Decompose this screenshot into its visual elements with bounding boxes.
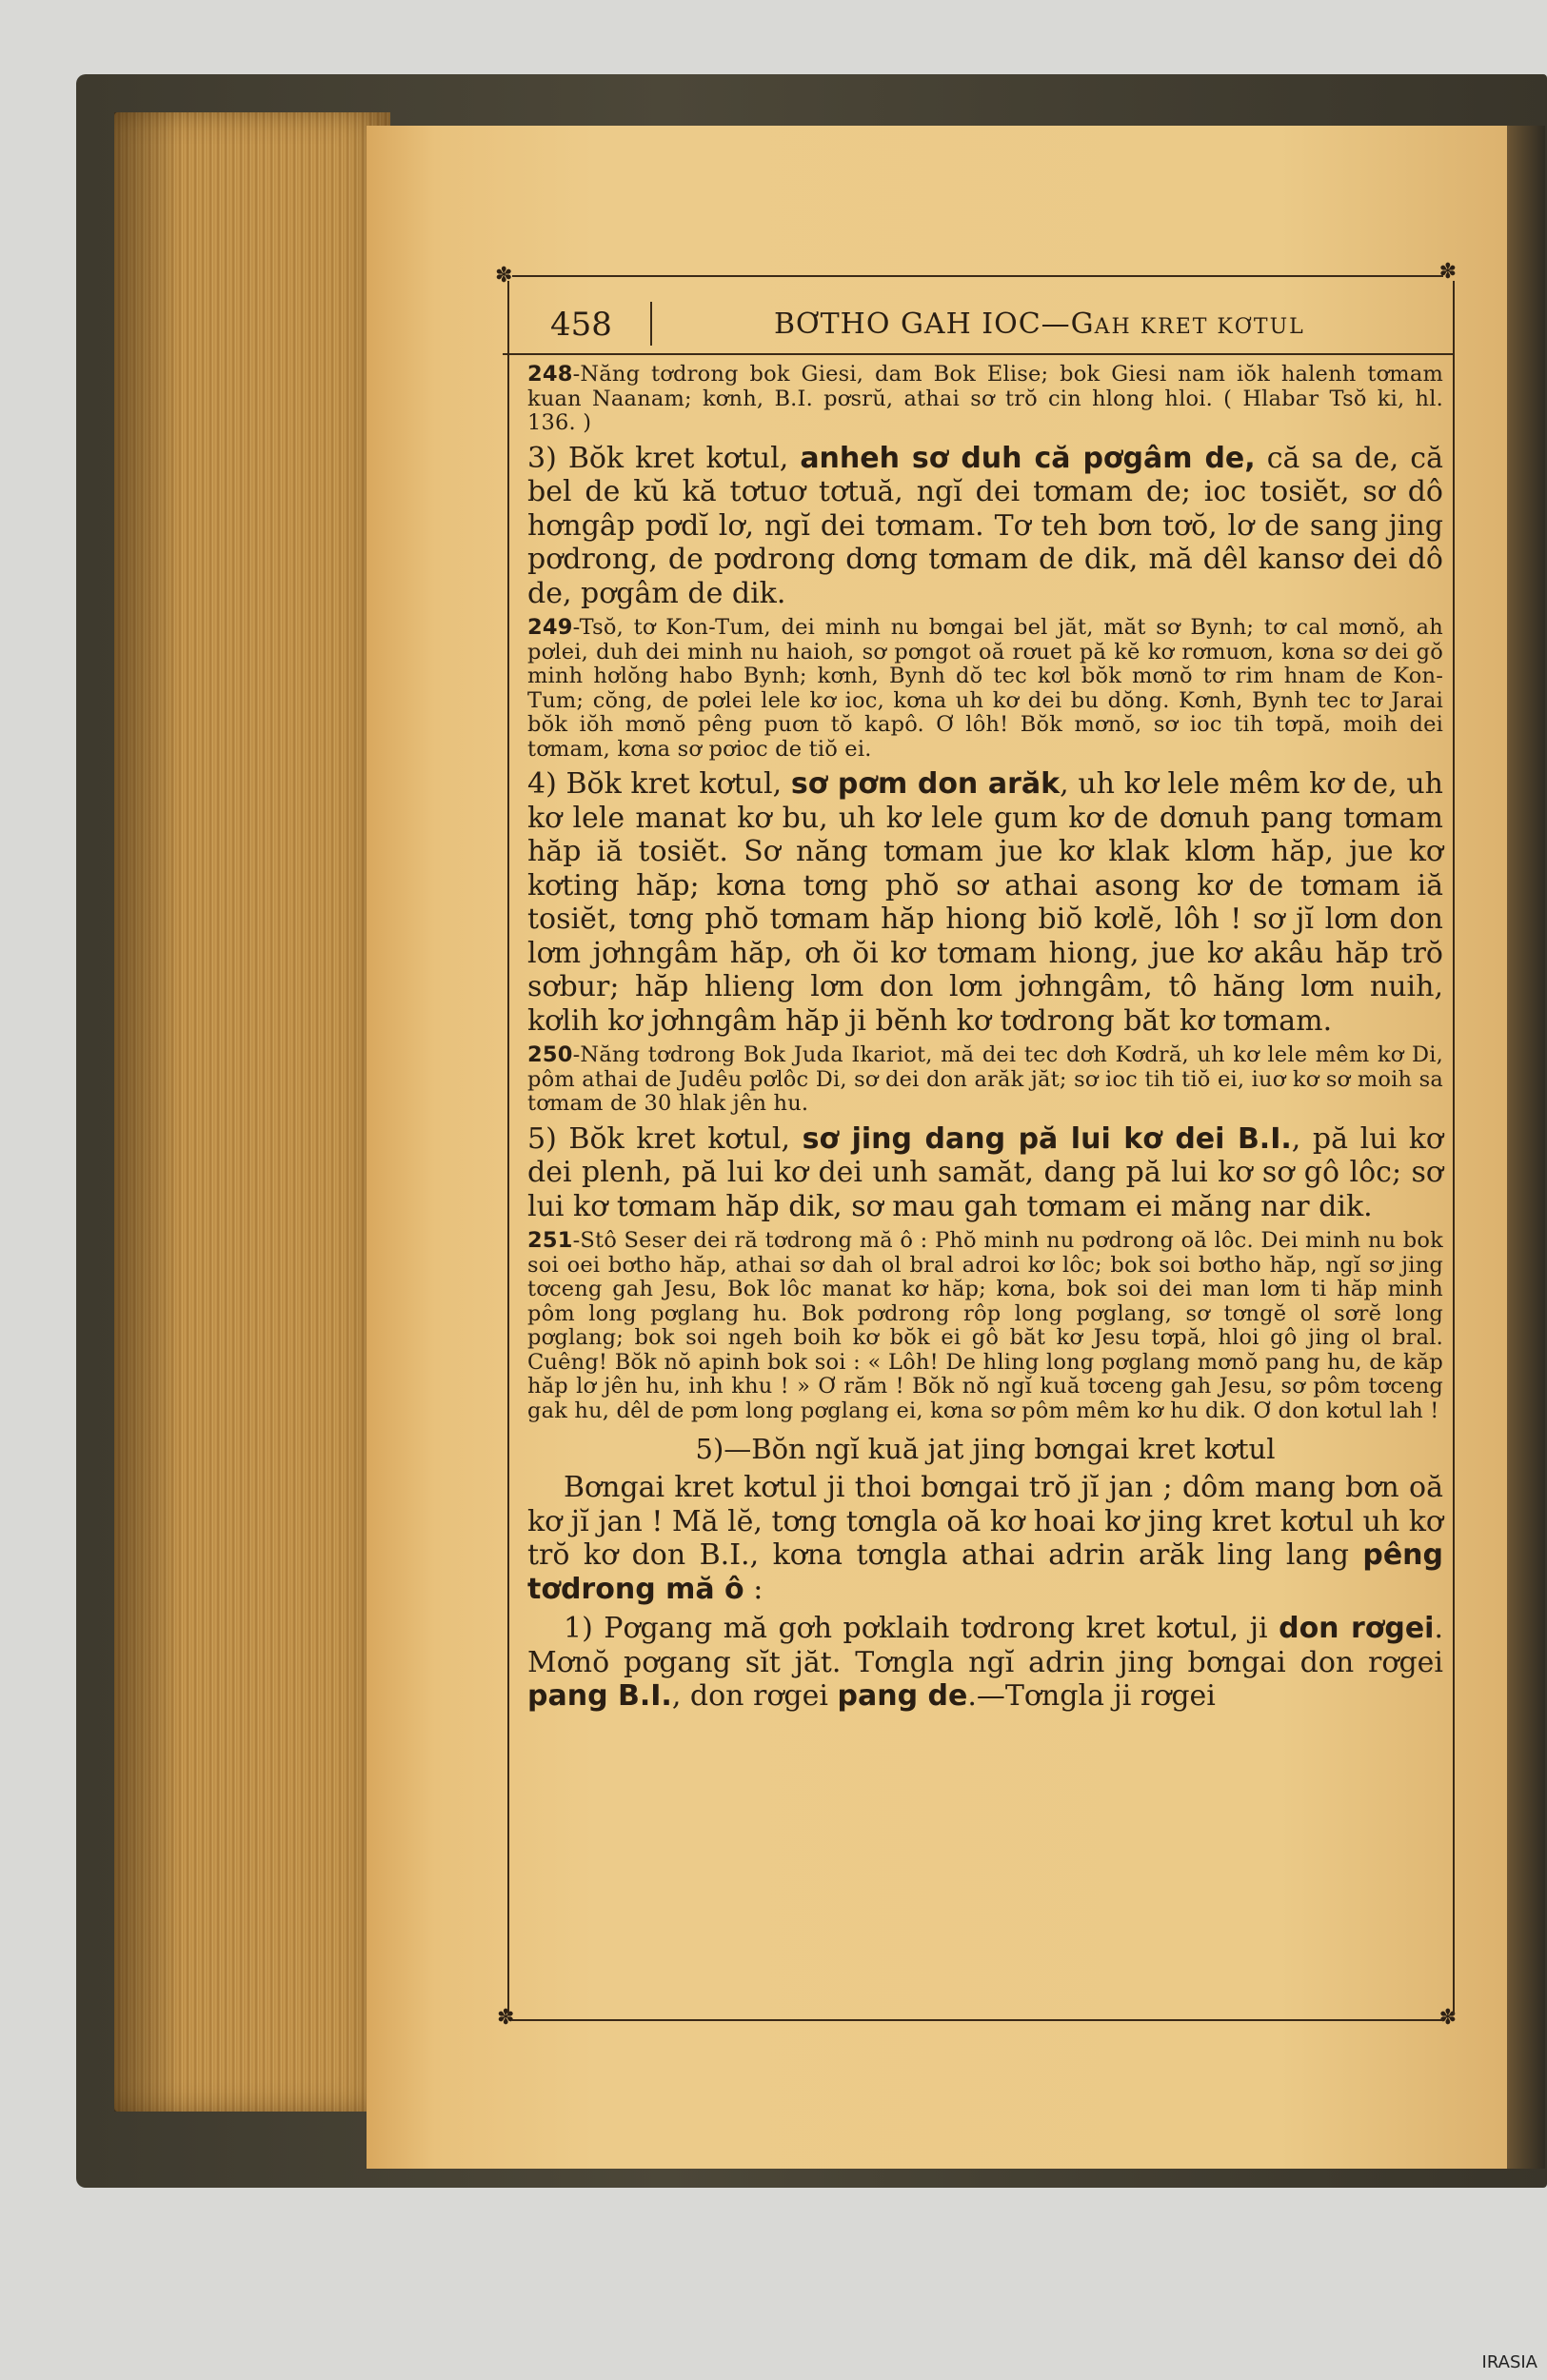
- binding-shadow: [1507, 126, 1545, 2169]
- watermark: IRASIA: [1481, 2352, 1537, 2372]
- note-249: 249-Tsŏ, tơ Kon-Tum, dei minh nu bơngai bel jăt, măt sơ Bynh; tơ cal mơnŏ, ah pơlei, duh dei minh nu haioh, sơ pơngot oă rơuet pă kĕ kơ rơmuơn, kơna sơ dei gŏ minh hơlŏng habo Bynh; kơnh, Bynh dŏ tec kơl bŏk mơnŏ tơ rim hnam de Kon-Tum; cŏng, de pơlei lele kơ ioc, kơna uh kơ dei bu dŏng. Kơnh, Bynh tec tơ Jarai bŏk iŏh mơnŏ pêng puơn tŏ kapô. Ơ lôh! Bŏk mơnŏ, sơ ioc tih tơpă, moih dei tơmam, kơna sơ pơioc de tiŏ ei.: [527, 615, 1443, 762]
- bottom-rule: [512, 2019, 1443, 2021]
- running-title: BƠTHO GAH IOC—GAH KRET KƠTUL: [774, 307, 1305, 341]
- running-header: [503, 296, 1453, 355]
- ornament-top-left: ✽: [495, 264, 513, 288]
- note-251: 251-Stô Seser dei ră tơdrong mă ô : Phŏ minh nu pơdrong oă lôc. Dei minh nu bok soi oei bơtho hăp, athai sơ dah ol bral adroi kơ lôc; bok soi bơtho hăp, ngĭ sơ jing tơceng gah Jesu, Bok lôc manat kơ hăp; kơna, bok soi dei man lơm ti hăp minh pôm long pơglang hu. Bok pơdrong rôp long pơglang, sơ tơngĕ ol sơrĕ long pơglang; bok soi ngeh boih kơ bŏk ei gô băt kơ Jesu tơpă, hloi gô jing ol bral. Cuêng! Bŏk nŏ apinh bok soi : « Lôh! De hling long pơglang mơnŏ pang hu, de kăp hăp lơ jên hu, inh khu ! » Ơ răm ! Bŏk nŏ ngĭ kuă tơceng gah Jesu, sơ pôm tơceng gak hu, dêl de pơm long pơglang ei, kơna sơ pôm mêm kơ hu dik. Ơ don kơtul lah !: [527, 1228, 1443, 1423]
- paragraph-7: 1) Pơgang mă gơh pơklaih tơdrong kret kơtul, ji don rơgei. Mơnŏ pơgang sĭt jăt. Tơngla ngĭ adrin jing bơngai don rơgei pang B.I., don rơgei pang de.—Tơngla ji rơgei: [527, 1612, 1443, 1713]
- ornament-top-right: ✽: [1438, 260, 1457, 284]
- page-number: 458: [550, 306, 612, 344]
- paragraph-5: 5) Bŏk kret kơtul, sơ jing dang pă lui kơ dei B.I., pă lui kơ dei plenh, pă lui kơ dei unh samăt, dang pă lui kơ sơ gô lôc; sơ lui kơ tơmam hăp dik, sơ mau gah tơmam ei măng nar dik.: [527, 1121, 1443, 1223]
- top-rule: [512, 275, 1443, 277]
- paragraph-6: Bơngai kret kơtul ji thoi bơngai trŏ jĭ jan ; dôm mang bơn oă kơ jĭ jan ! Mă lĕ, tơng tơngla oă kơ hoai kơ jing kret kơtul uh kơ trŏ kơ don B.I., kơna tơngla athai adrin arăk ling lang pêng tơdrong mă ô :: [527, 1471, 1443, 1606]
- note-248: 248-Năng tơdrong bok Giesi, dam Bok Elise; bok Giesi nam iŏk halenh tơmam kuan Naanam; kơnh, B.I. pơsrŭ, athai sơ trŏ cin hlong hloi. ( Hlabar Tsŏ ki, hl. 136. ): [527, 362, 1443, 435]
- paragraph-3: 3) Bŏk kret kơtul, anheh sơ duh că pơgâm de, că sa de, că bel de kŭ kă tơtuơ tơtuă, ngĭ dei tơmam de; ioc tosiĕt, sơ dô hơngâp pơdĭ lơ, ngĭ dei tơmam. Tơ teh bơn tơŏ, lơ de sang jing pơdrong, de pơdrong dơng tơmam de dik, mă dêl kansơ dei dô de, pơgâm de dik.: [527, 441, 1443, 610]
- paragraph-4: 4) Bŏk kret kơtul, sơ pơm don arăk, uh kơ lele mêm kơ de, uh kơ lele manat kơ bu, uh kơ lele gum kơ de dơnuh pang tơmam hăp iă tosiĕt. Sơ năng tơmam jue kơ klak klơm hăp, jue kơ kơting hăp; kơna tơng phŏ sơ athai asong kơ de tơmam iă tosiĕt, tơng phŏ tơmam hăp hiong biŏ kơlĕ, lôh ! sơ jĭ lơm don lơm jơhngâm hăp, ơh ŏi kơ tơmam hiong, jue kơ akâu hăp trŏ sơbur; hăp hlieng lơm don lơm jơhngâm, tô hăng lơm nuih, kơlih kơ jơhngâm hăp ji bĕnh kơ tơdrong băt kơ tơmam.: [527, 767, 1443, 1038]
- ornament-bottom-right: ✽: [1438, 2006, 1457, 2030]
- ornament-bottom-left: ✽: [497, 2006, 515, 2030]
- page-edges-shadow: [114, 112, 181, 2112]
- note-250: 250-Năng tơdrong Bok Juda Ikariot, mă dei tec dơh Kơdră, uh kơ lele mêm kơ Di, pôm athai de Judêu pơlôc Di, sơ dei don arăk jăt; sơ ioc tih tiŏ ei, iuơ kơ sơ moih sa tơmam de 30 hlak jên hu.: [527, 1042, 1443, 1116]
- header-separator: [650, 302, 652, 346]
- page-frame: [495, 260, 1457, 2030]
- right-border: [1453, 281, 1455, 2014]
- section-heading: 5)—Bŏn ngĭ kuă jat jing bơngai kret kơtul: [695, 1433, 1276, 1465]
- left-border: [507, 281, 509, 2014]
- page-body: [527, 363, 1443, 1719]
